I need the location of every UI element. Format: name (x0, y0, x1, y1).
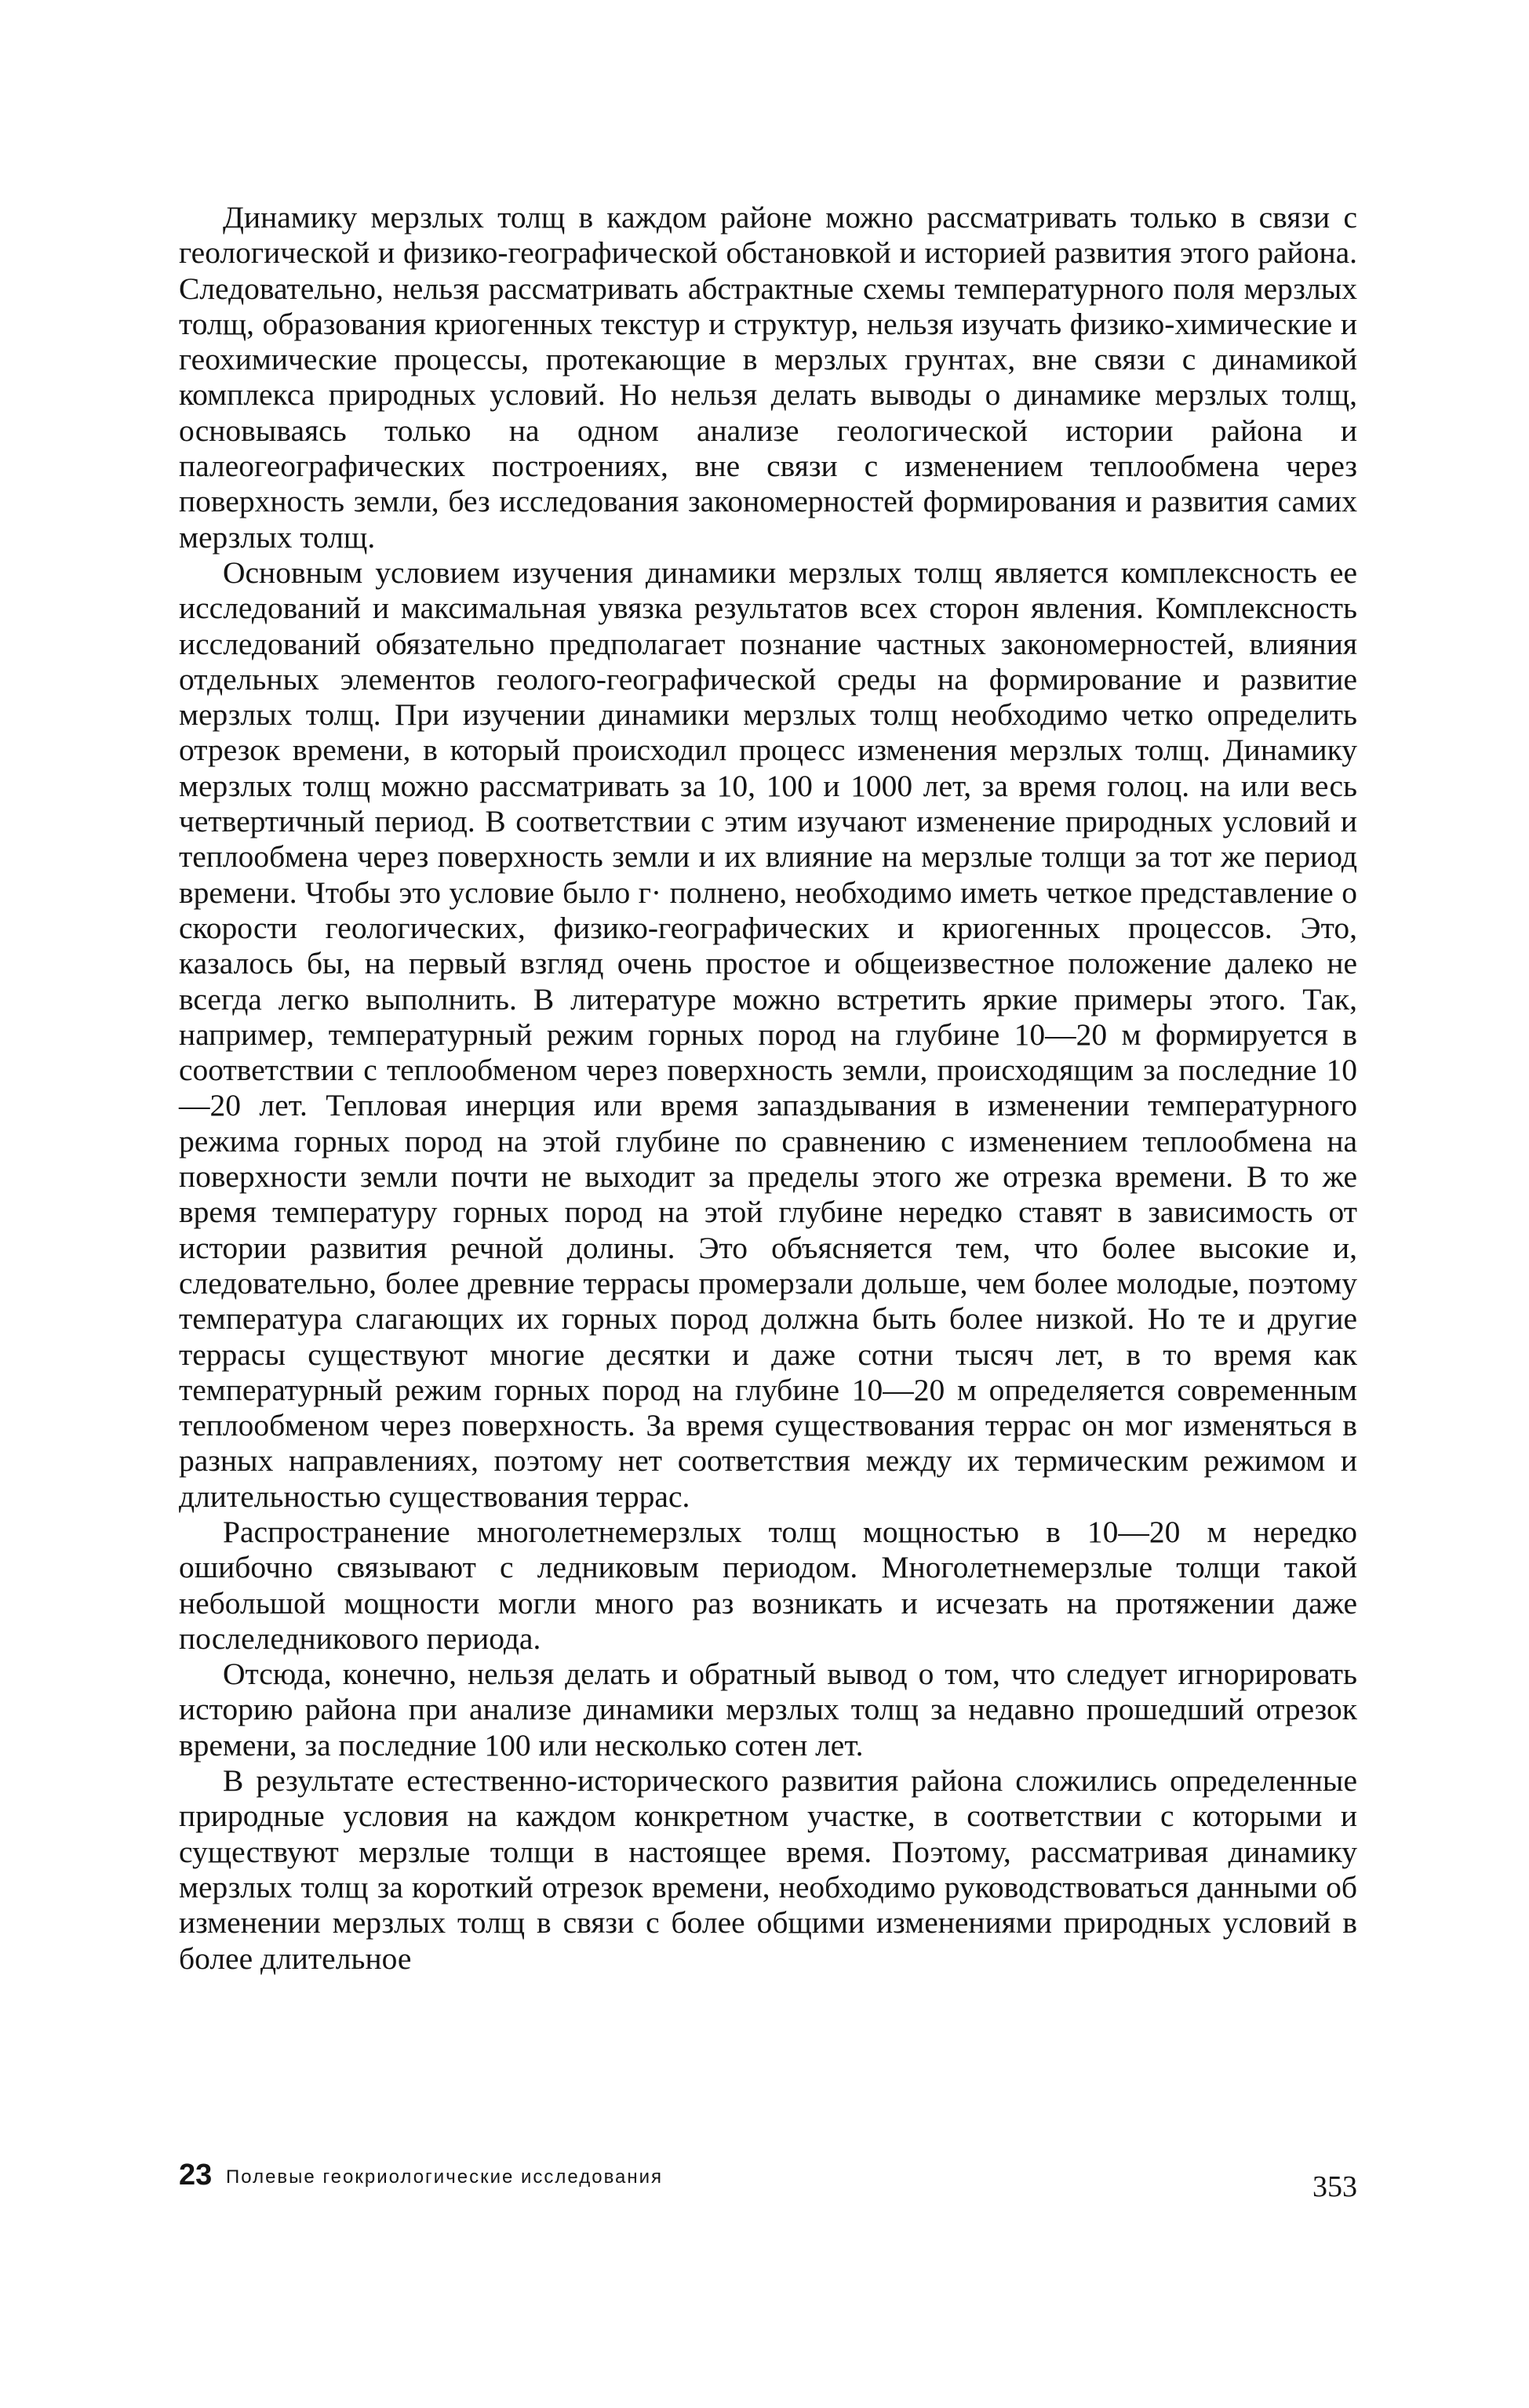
page-footer (179, 2159, 1357, 2206)
paragraph: Отсюда, конечно, нельзя делать и обратный вывод о том, что следует игнорировать историю района при анализе динамики мерзлых толщ за недавно прошедший отрезок времени, за последние 100 или несколько сотен лет. (179, 1657, 1357, 1762)
page-body (179, 200, 1357, 1977)
paragraph: Основным условием изучения динамики мерзлых толщ является комплексность ее исследований и максимальная увязка результатов всех сторон явления. Комплексность исследований обязательно предполагает познание частных закономерностей, влияния отдельных элементов геолого-географической среды на формирование и развитие мерзлых толщ. При изучении динамики мерзлых толщ необходимо четко определить отрезок времени, в который происходил процесс изменения мерзлых толщ. Динамику мерзлых толщ можно рассматривать за 10, 100 и 1000 лет, за время голоц. на или весь четвертичный период. В соответствии с этим изучают изменение природных условий и теплообмена через поверхность земли и их влияние на мерзлые толщи за тот же период времени. Чтобы это условие было г· полнено, необходимо иметь четкое представление о скорости геологических, физико-географических и криогенных процессов. Это, казалось бы, на первый взгляд очень простое и общеизвестное положение далеко не всегда легко выполнить. В литературе можно встретить яркие примеры этого. Так, например, температурный режим горных пород на глубине 10—20 м формируется в соответствии с теплообменом через поверхность земли, происходящим за последние 10—20 лет. Тепловая инерция или время запаздывания в изменении температурного режима горных пород на этой глубине по сравнению с изменением теплообмена на поверхности земли почти не выходит за пределы этого же отрезка времени. В то же время температуру горных пород на этой глубине нередко ставят в зависимость от истории развития речной долины. Это объясняется тем, что более высокие и, следовательно, более древние террасы промерзали дольше, чем более молодые, поэтому температура слагающих их горных пород должна быть более низкой. Но те и другие террасы существуют многие десятки и даже сотни тысяч лет, в то время как температурный режим горных пород на глубине 10—20 м определяется современным теплообменом через поверхность. За время существования террас он мог изменяться в разных направлениях, поэтому нет соответствия между их термическим режимом и длительностью существования террас. (179, 555, 1357, 1514)
paragraph: В результате естественно-исторического развития района сложились определенные природные условия на каждом конкретном участке, в соответствии с которыми и существуют мерзлые толщи в настоящее время. Поэтому, рассматривая динамику мерзлых толщ за короткий отрезок времени, необходимо руководствоваться данными об изменении мерзлых толщ в связи с более общими изменениями природных условий в более длительное (179, 1763, 1357, 1976)
paragraph: Динамику мерзлых толщ в каждом районе можно рассматривать только в связи с геологической и физико-географической обстановкой и историей развития этого района. Следовательно, нельзя рассматривать абстрактные схемы температурного поля мерзлых толщ, образования криогенных текстур и структур, нельзя изучать физико-химические и геохимические процессы, протекающие в мерзлых грунтах, вне связи с динамикой комплекса природных условий. Но нельзя делать выводы о динамике мерзлых толщ, основываясь только на одном анализе геологической истории района и палеогеографических построениях, вне связи с изменением теплообмена через поверхность земли, без исследования закономерностей формирования и развития самих мерзлых толщ. (179, 200, 1357, 555)
signature-number: 23 (179, 2159, 213, 2192)
paragraph: Распространение многолетнемерзлых толщ мощностью в 10—20 м нередко ошибочно связывают с ледниковым периодом. Многолетнемерзлые толщи такой небольшой мощности могли много раз возникать и исчезать на протяжении даже послеледникового периода. (179, 1514, 1357, 1656)
signature-title: Полевые геокриологические исследования (226, 2166, 664, 2188)
page-number: 353 (1312, 2170, 1357, 2203)
